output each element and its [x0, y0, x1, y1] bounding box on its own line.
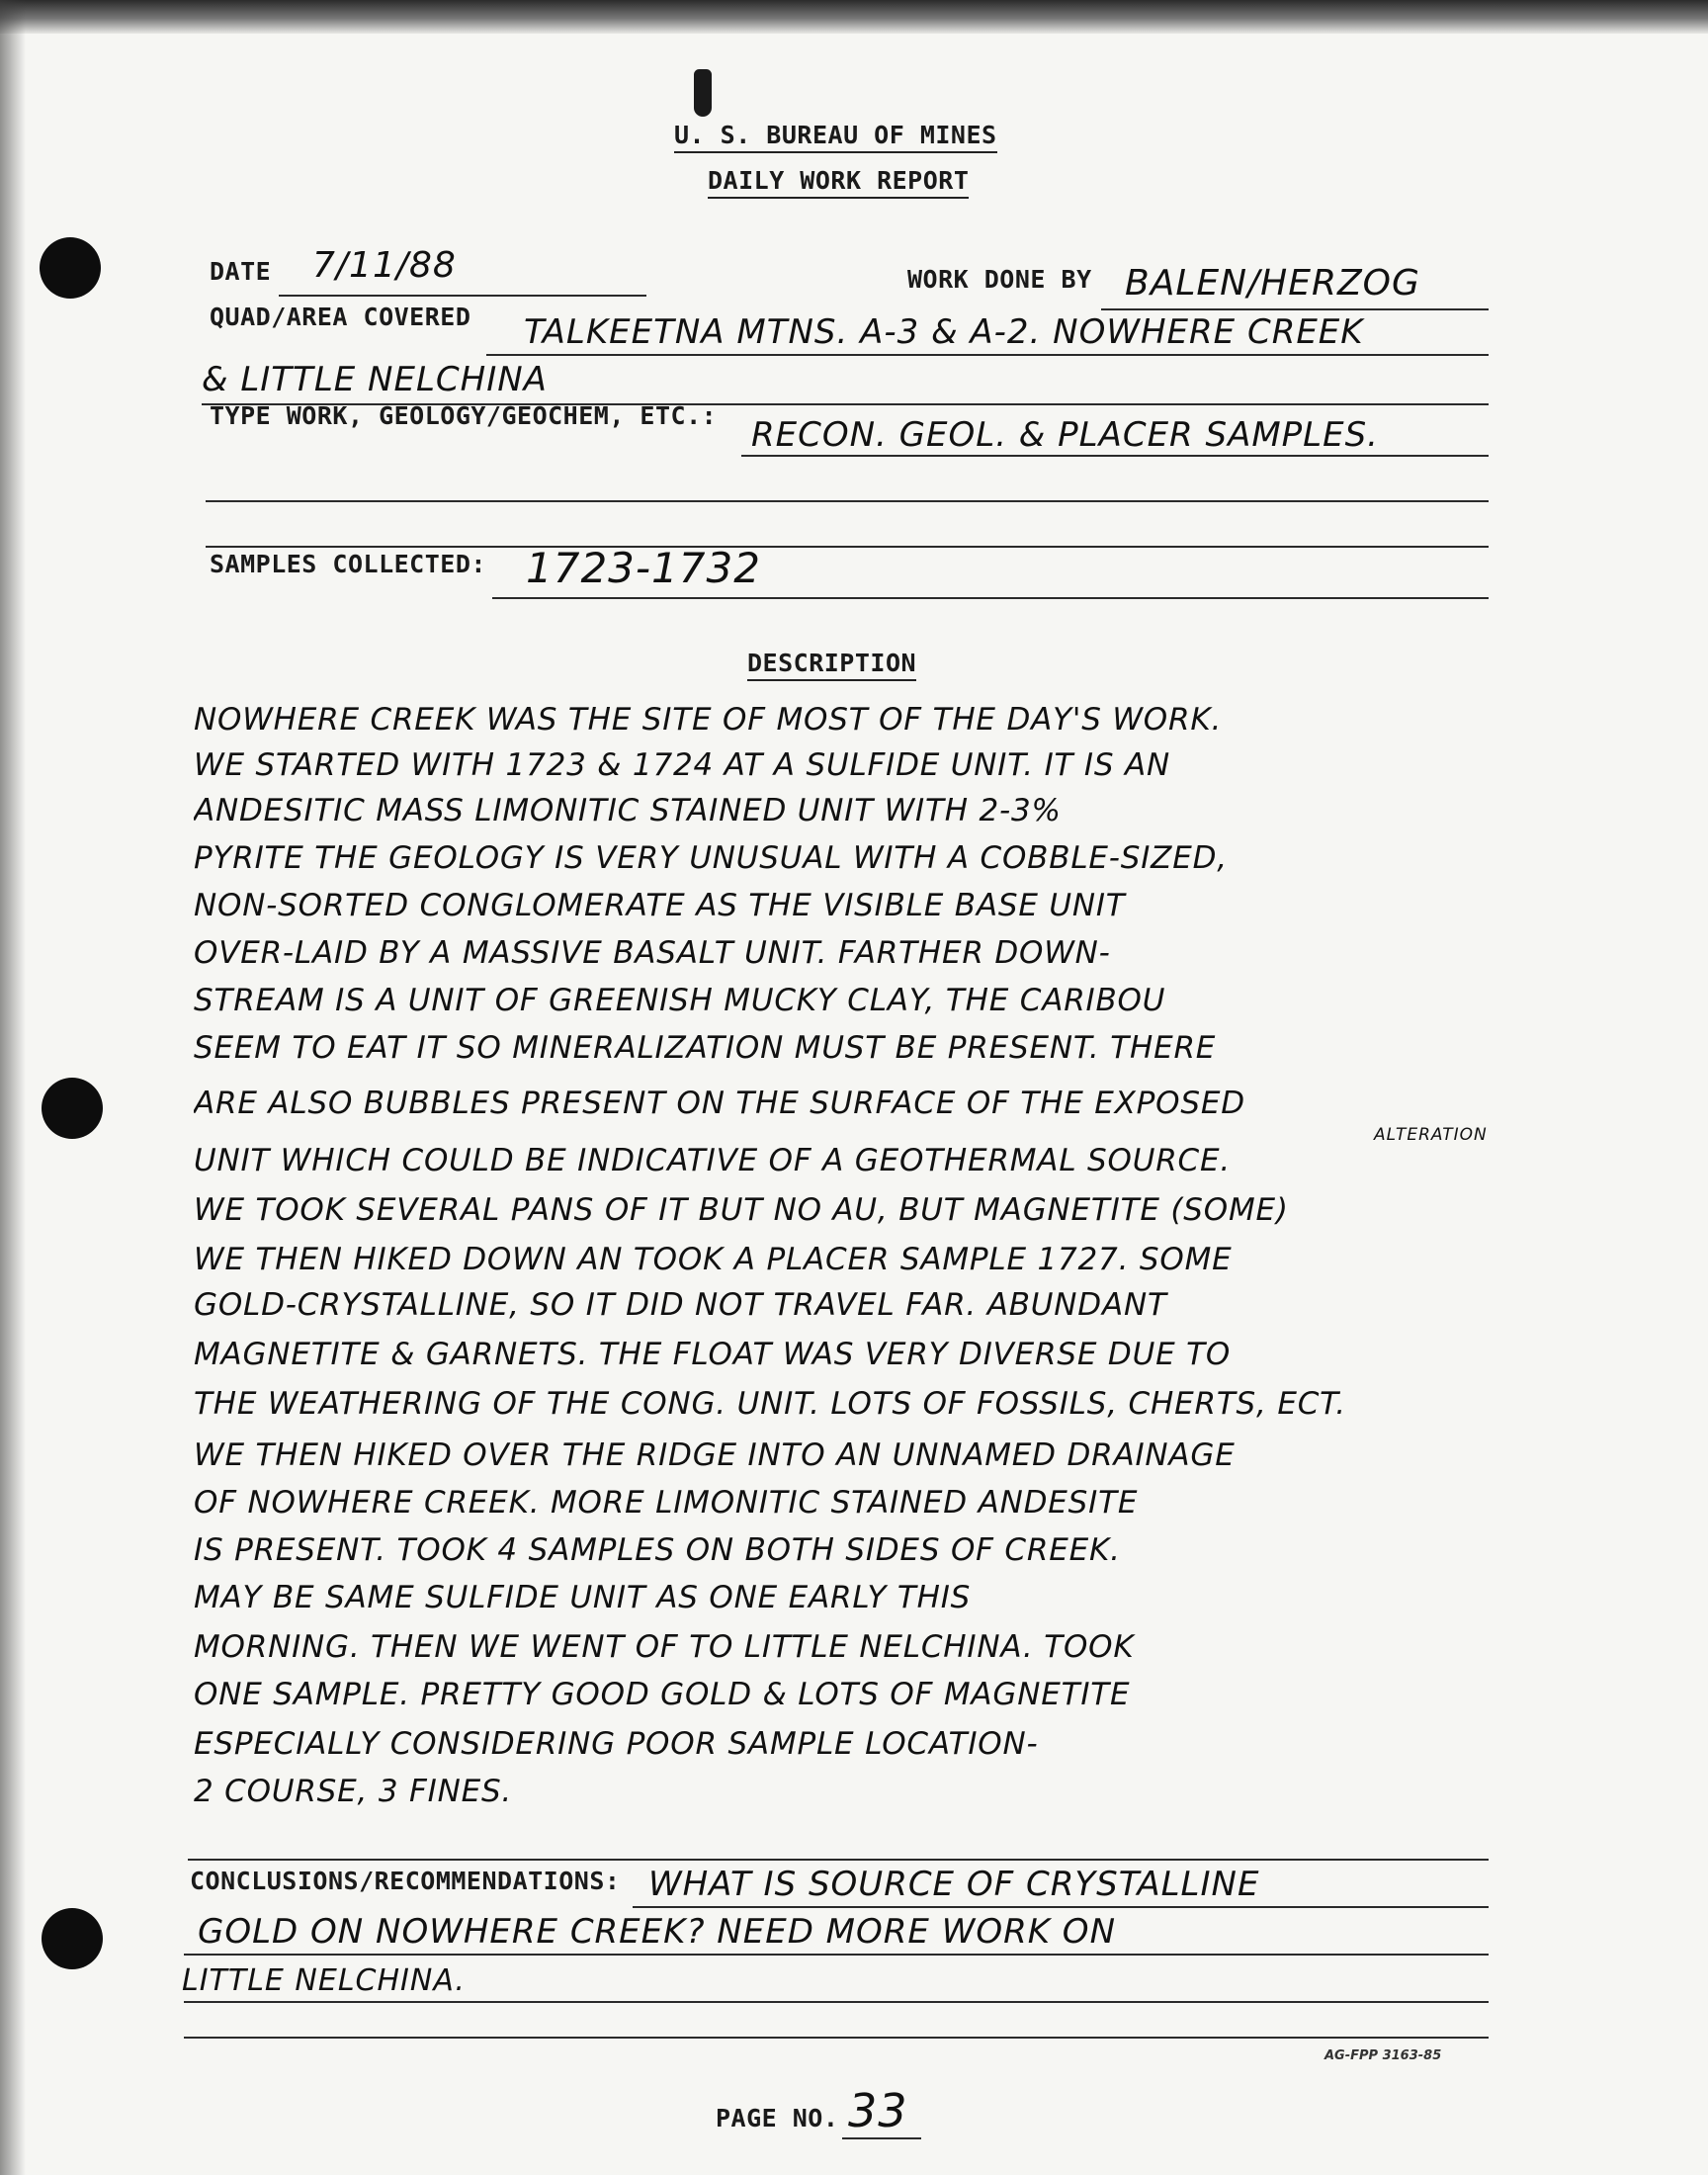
samples-value: 1723-1732 — [526, 544, 761, 592]
description-line: ONE SAMPLE. PRETTY GOOD GOLD & LOTS OF MAGNETITE — [194, 1677, 1131, 1712]
date-line — [279, 295, 646, 297]
type-work-line-2 — [206, 500, 1489, 502]
description-line: PYRITE THE GEOLOGY IS VERY UNUSUAL WITH A COBBLE-SIZED, — [194, 840, 1228, 876]
description-line: OF NOWHERE CREEK. MORE LIMONITIC STAINED ANDESITE — [194, 1485, 1139, 1521]
form-code: AG-FPP 3163-85 — [1324, 2048, 1442, 2063]
date-value: 7/11/88 — [312, 245, 457, 286]
conclusions-line-4 — [184, 2037, 1489, 2039]
staple-mark — [694, 69, 712, 117]
conclusions-value-line1: WHAT IS SOURCE OF CRYSTALLINE — [648, 1865, 1260, 1904]
description-line: ARE ALSO BUBBLES PRESENT ON THE SURFACE OF THE EXPOSED — [194, 1086, 1245, 1121]
description-line: STREAM IS A UNIT OF GREENISH MUCKY CLAY, THE CARIBOU — [194, 983, 1166, 1018]
type-work-label: TYPE WORK, GEOLOGY/GEOCHEM, ETC.: — [210, 401, 718, 430]
conclusions-line-3 — [184, 2001, 1489, 2003]
description-line: WE STARTED WITH 1723 & 1724 AT A SULFIDE UNIT. IT IS AN — [194, 747, 1170, 783]
description-line: ANDESITIC MASS LIMONITIC STAINED UNIT WITH 2-3% — [194, 793, 1062, 828]
work-done-by-value: BALEN/HERZOG — [1125, 263, 1420, 304]
punch-hole-middle — [42, 1078, 103, 1139]
agency-title: U. S. BUREAU OF MINES — [674, 121, 997, 153]
description-line: NOWHERE CREEK WAS THE SITE OF MOST OF THE DAY'S WORK. — [194, 702, 1223, 738]
type-work-line-1 — [741, 455, 1489, 457]
conclusions-line-2 — [184, 1954, 1489, 1956]
work-done-by-line — [1101, 308, 1489, 310]
quad-value-line1: TALKEETNA MTNS. A-3 & A-2. NOWHERE CREEK — [524, 312, 1364, 352]
description-heading: DESCRIPTION — [747, 649, 916, 681]
description-line: ESPECIALLY CONSIDERING POOR SAMPLE LOCATION- — [194, 1726, 1039, 1762]
description-line: WE THEN HIKED DOWN AN TOOK A PLACER SAMPLE 1727. SOME — [194, 1242, 1233, 1277]
type-work-line-3 — [206, 546, 1489, 548]
description-line: 2 COURSE, 3 FINES. — [194, 1774, 513, 1809]
description-line: THE WEATHERING OF THE CONG. UNIT. LOTS OF FOSSILS, CHERTS, ECT. — [194, 1386, 1346, 1422]
work-done-by-label: WORK DONE BY — [907, 265, 1092, 294]
description-line: WE TOOK SEVERAL PANS OF IT BUT NO AU, BUT MAGNETITE (SOME) — [194, 1192, 1289, 1228]
description-line: SEEM TO EAT IT SO MINERALIZATION MUST BE PRESENT. THERE — [194, 1030, 1217, 1066]
scan-left-shadow — [0, 0, 26, 2175]
scan-top-shadow — [0, 0, 1708, 34]
description-blank-line — [188, 1859, 1489, 1861]
description-line: IS PRESENT. TOOK 4 SAMPLES ON BOTH SIDES OF CREEK. — [194, 1532, 1121, 1568]
conclusions-label: CONCLUSIONS/RECOMMENDATIONS: — [190, 1867, 621, 1895]
samples-line — [492, 597, 1489, 599]
quad-value-line2: & LITTLE NELCHINA — [202, 360, 548, 399]
samples-label: SAMPLES COLLECTED: — [210, 550, 486, 578]
alteration-insertion: ALTERATION — [1374, 1125, 1488, 1145]
page-number-line — [842, 2137, 921, 2139]
description-line: GOLD-CRYSTALLINE, SO IT DID NOT TRAVEL FAR. ABUNDANT — [194, 1287, 1167, 1323]
description-line: WE THEN HIKED OVER THE RIDGE INTO AN UNNAMED DRAINAGE — [194, 1437, 1236, 1473]
page-number: 33 — [848, 2084, 908, 2137]
date-label: DATE — [210, 257, 272, 286]
form-title: DAILY WORK REPORT — [708, 166, 969, 199]
conclusions-line-1 — [633, 1906, 1489, 1908]
conclusions-value-line2: GOLD ON NOWHERE CREEK? NEED MORE WORK ON — [198, 1912, 1116, 1952]
conclusions-value-line3: LITTLE NELCHINA. — [182, 1963, 466, 1998]
quad-label: QUAD/AREA COVERED — [210, 303, 471, 331]
type-work-value: RECON. GEOL. & PLACER SAMPLES. — [751, 415, 1379, 455]
punch-hole-top — [40, 237, 101, 299]
description-line: MAY BE SAME SULFIDE UNIT AS ONE EARLY THIS — [194, 1580, 972, 1615]
page-label: PAGE NO. — [716, 2104, 839, 2132]
description-line: UNIT WHICH COULD BE INDICATIVE OF A GEOTHERMAL SOURCE. — [194, 1143, 1232, 1178]
description-line: NON-SORTED CONGLOMERATE AS THE VISIBLE BASE UNIT — [194, 888, 1126, 923]
punch-hole-bottom — [42, 1908, 103, 1969]
description-line: OVER-LAID BY A MASSIVE BASALT UNIT. FARTHER DOWN- — [194, 935, 1111, 971]
quad-line-1 — [486, 354, 1489, 356]
description-line: MORNING. THEN WE WENT OF TO LITTLE NELCHINA. TOOK — [194, 1629, 1135, 1665]
description-line: MAGNETITE & GARNETS. THE FLOAT WAS VERY DIVERSE DUE TO — [194, 1337, 1232, 1372]
